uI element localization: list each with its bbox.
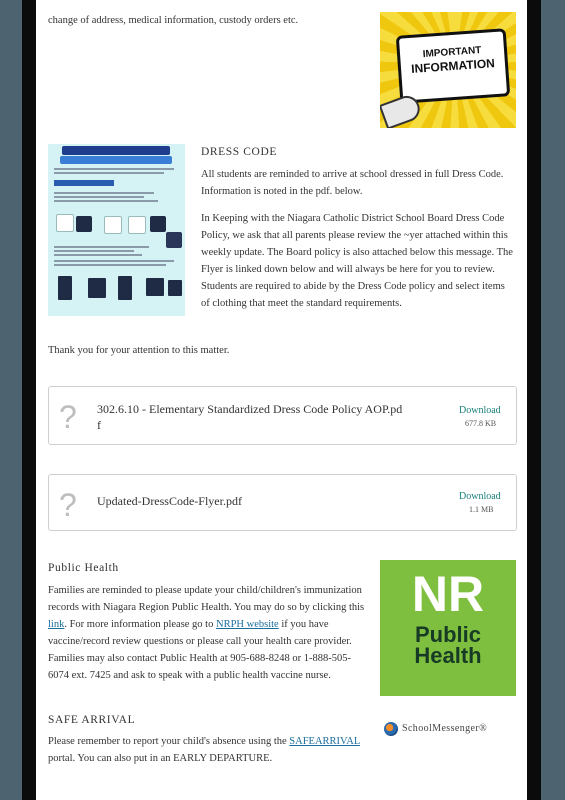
public-health-heading: Public Health (48, 562, 119, 574)
dress-code-paragraph-1: All students are reminded to arrive at school dressed in full Dress Code. Information is noted in the pdf. below. (201, 169, 504, 197)
black-border-left (22, 0, 36, 800)
unknown-file-icon: ? (59, 487, 77, 523)
download-link[interactable]: Download (459, 491, 501, 502)
dress-code-flyer-image[interactable] (48, 144, 185, 316)
intro-tail-text: change of address, medical information, custody orders etc. (48, 15, 299, 26)
safe-arrival-heading: SAFE ARRIVAL (48, 714, 136, 726)
globe-icon (384, 722, 398, 736)
file-size: 677.8 KB (465, 419, 497, 428)
safearrival-link[interactable]: SAFEARRIVAL (289, 736, 360, 747)
page-frame-right (541, 0, 565, 800)
attachment-filename: Updated-DressCode-Flyer.pdf (97, 494, 242, 508)
page-frame-left (0, 0, 22, 800)
dress-code-paragraph-2: In Keeping with the Niagara Catholic District School Board Dress Code Policy, we ask that all parents please review the ~yer attached within this weekly update. The Board policy is also attached below this message. The Flyer is linked down below and will always be here for you to review. Students are required to abide by the Dress Code policy and select items of clothing that meet the standard requirements. (201, 213, 513, 309)
unknown-file-icon: ? (59, 399, 77, 435)
thank-you-text: Thank you for your attention to this matter. (48, 345, 230, 356)
newsletter-content (36, 0, 527, 800)
file-size: 1.1 MB (469, 505, 494, 514)
schoolmessenger-logo: SchoolMessenger® (382, 720, 518, 742)
public-health-text: Families are reminded to please update your child/children's immunization records with Niagara Region Public Health. You may do so by clicking this link. For more information please go to NRPH website if you have vaccine/record review questions or please call your health care provider. Families may also contact Public Health at 905-688-8248 or 1-888-505-6074 ext. 7425 and ask to speak with a public health vaccine nurse. (48, 585, 365, 681)
black-border-right (527, 0, 541, 800)
attachment-filename: 302.6.10 - Elementary Standardized Dress Code Policy AOP.pd f (97, 402, 403, 432)
speech-bubble (396, 28, 510, 104)
dress-code-heading: DRESS CODE (201, 146, 277, 158)
attachment-flyer[interactable] (48, 474, 517, 531)
nr-public-health-logo: NR Public Health (380, 560, 516, 696)
important-information-image (380, 12, 516, 128)
nrph-website-link[interactable]: NRPH website (215, 619, 279, 630)
download-link[interactable]: Download (459, 405, 501, 416)
immunization-link[interactable]: link (48, 619, 65, 630)
important-label: IMPORTANT (422, 44, 482, 61)
information-label: INFORMATION (410, 56, 496, 76)
safe-arrival-text: Please remember to report your child's absence using the SAFEARRIVAL portal. You can also put in an EARLY DEPARTURE. (48, 736, 360, 764)
attachment-policy[interactable] (48, 386, 517, 445)
